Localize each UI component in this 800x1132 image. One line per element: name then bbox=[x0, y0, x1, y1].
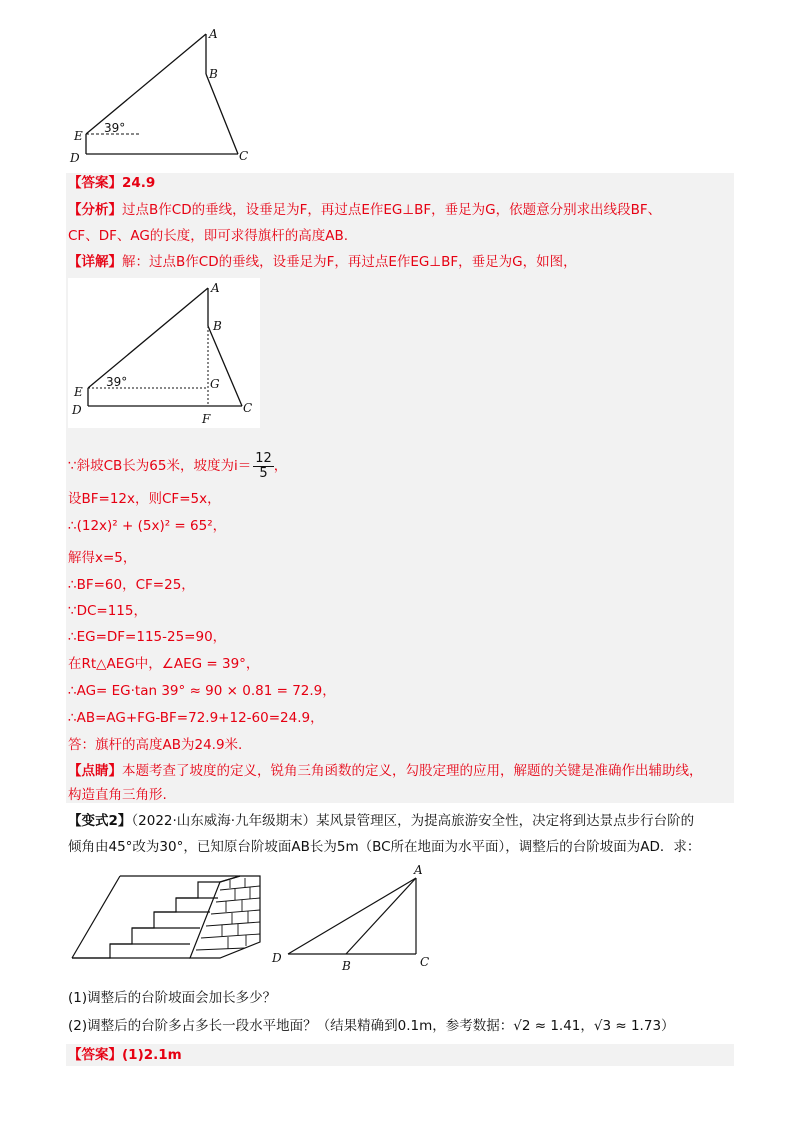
label-G: G bbox=[210, 377, 220, 391]
answer2-line: 【答案】(1)2.1m bbox=[68, 1047, 182, 1063]
comment-line-1: 【点睛】本题考查了坡度的定义，锐角三角函数的定义，勾股定理的应用，解题的关键是准确作出辅助线， bbox=[68, 763, 703, 779]
label-B: B bbox=[342, 959, 351, 973]
variant-line-2: 倾角由45°改为30°，已知原台阶坡面AB长为5m（BC所在地面为水平面），调整后的台阶坡面为AD．求： bbox=[68, 839, 701, 855]
label-angle: 39° bbox=[106, 375, 128, 389]
label-C: C bbox=[239, 149, 249, 163]
comment-line-2: 构造直角三角形. bbox=[68, 787, 167, 803]
step-10: ∴AB=AG+FG-BF=72.9+12-60=24.9， bbox=[68, 710, 324, 726]
label-E: E bbox=[74, 129, 83, 143]
analysis-line-1: 【分析】过点B作CD的垂线，设垂足为F，再过点E作EG⊥BF，垂足为G，依题意分别求出线段BF、 bbox=[68, 202, 662, 218]
label-D: D bbox=[272, 951, 282, 965]
step-6: ∵DC=115， bbox=[68, 603, 147, 619]
label-E: E bbox=[74, 385, 83, 399]
step-5: ∴BF=60，CF=25， bbox=[68, 577, 195, 593]
analysis-line-2: CF、DF、AG的长度，即可求得旗杆的高度AB. bbox=[68, 228, 349, 244]
question-2: (2)调整后的台阶多占多长一段水平地面？（结果精确到0.1m，参考数据：√2 ≈ 1.41，√3 ≈ 1.73） bbox=[68, 1018, 675, 1034]
figure-slope-triangle bbox=[268, 862, 438, 977]
detail-line: 【详解】解：过点B作CD的垂线，设垂足为F，再过点E作EG⊥BF，垂足为G，如图， bbox=[68, 254, 577, 270]
step-2: 设BF=12x，则CF=5x， bbox=[68, 491, 221, 507]
label-F: F bbox=[202, 412, 211, 426]
answer-line: 【答案】24.9 bbox=[68, 175, 156, 191]
variant-line-1: 【变式2】（2022·山东威海·九年级期末）某风景管理区，为提高旅游安全性，决定将到达景点步行台阶的 bbox=[68, 813, 695, 829]
label-B: B bbox=[209, 67, 218, 81]
step-9: ∴AG= EG·tan 39° ≈ 90 × 0.81 = 72.9， bbox=[68, 683, 336, 699]
staircase-illustration bbox=[70, 870, 270, 965]
fraction-12-5: $\frac{12}{5}$ bbox=[255, 450, 272, 481]
step-7: ∴EG=DF=115-25=90， bbox=[68, 629, 227, 645]
label-angle: 39° bbox=[104, 121, 126, 135]
step-8: 在Rt△AEG中，∠AEG = 39°， bbox=[68, 656, 260, 672]
figure-flagpole-auxiliary bbox=[68, 278, 260, 428]
label-B: B bbox=[213, 319, 222, 333]
label-C: C bbox=[420, 955, 430, 969]
figure-flagpole-slope bbox=[66, 26, 266, 166]
label-A: A bbox=[414, 863, 423, 877]
step-4: 解得x=5， bbox=[68, 550, 137, 566]
label-A: A bbox=[209, 27, 218, 41]
label-D: D bbox=[72, 403, 82, 417]
label-A: A bbox=[211, 281, 220, 295]
label-D: D bbox=[70, 151, 80, 165]
step-11: 答：旗杆的高度AB为24.9米. bbox=[68, 737, 243, 753]
question-1: (1)调整后的台阶坡面会加长多少？ bbox=[68, 990, 277, 1006]
step-3: ∴(12x)² + (5x)² = 65²， bbox=[68, 518, 227, 534]
step-1: ∵斜坡CB长为65米，坡度为i＝ $\frac{12}{5}$ ， bbox=[68, 450, 288, 481]
label-C: C bbox=[243, 401, 253, 415]
